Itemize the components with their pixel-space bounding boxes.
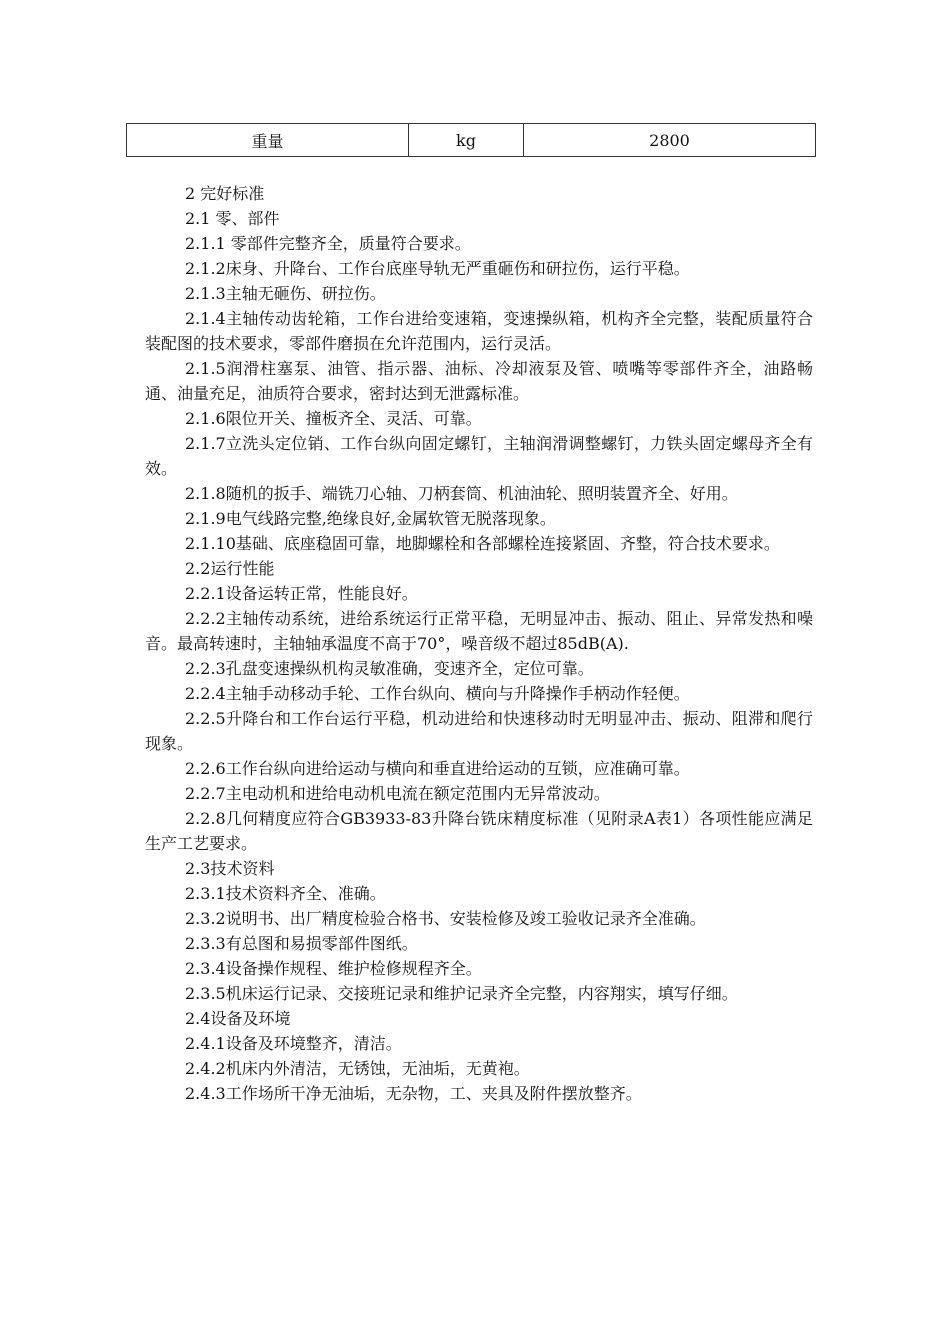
clause-paragraph: 2.2.6工作台纵向进给运动与横向和垂直进给运动的互锁，应准确可靠。 (185, 759, 690, 778)
clause-paragraph: 2.2.2主轴传动系统，进给系统运行正常平稳，无明显冲击、振动、阻止、异常发热和噪音。最高转速时，主轴轴承温度不高于70°，噪音级不超过85dB(A). (145, 609, 813, 653)
clause-paragraph: 2.3.1技术资料齐全、准确。 (185, 884, 386, 903)
clause-paragraph: 2.4.2机床内外清洁，无锈蚀，无油垢，无黄袍。 (185, 1059, 530, 1078)
clause-paragraph: 2.1.2床身、升降台、工作台底座导轨无严重砸伤和研拉伤，运行平稳。 (185, 259, 690, 278)
clause-paragraph: 2.4.3工作场所干净无油垢，无杂物，工、夹具及附件摆放整齐。 (185, 1084, 642, 1103)
clause-paragraph: 2.3.4设备操作规程、维护检修规程齐全。 (185, 959, 482, 978)
clause-paragraph: 2.1.5润滑柱塞泵、油管、指示器、油标、冷却液泵及管、喷嘴等零部件齐全，油路畅通、油量充足，油质符合要求，密封达到无泄露标准。 (145, 359, 813, 403)
table-cell-unit: kg (409, 124, 524, 157)
clause-paragraph: 2.3.5机床运行记录、交接班记录和维护记录齐全完整，内容翔实，填写仔细。 (185, 984, 738, 1003)
clause-paragraph: 2.2.3孔盘变速操纵机构灵敏准确，变速齐全，定位可靠。 (185, 659, 594, 678)
clause-paragraph: 2.2.1设备运转正常，性能良好。 (185, 584, 418, 603)
clause-paragraph: 2.2.5升降台和工作台运行平稳，机动进给和快速移动时无明显冲击、振动、阻滞和爬行现象。 (145, 709, 813, 753)
clause-paragraph: 2.1.10基础、底座稳固可靠，地脚螺栓和各部螺栓连接紧固、齐整，符合技术要求。 (185, 534, 780, 553)
clause-paragraph: 2.1.1 零部件完整齐全，质量符合要求。 (185, 234, 471, 253)
clause-paragraph: 2.3.2说明书、出厂精度检验合格书、安装检修及竣工验收记录齐全准确。 (185, 909, 706, 928)
clause-paragraph: 2.4.1设备及环境整齐，清洁。 (185, 1034, 402, 1053)
clause-paragraph: 2.1.7立洗头定位销、工作台纵向固定螺钉，主轴润滑调整螺钉，力铁头固定螺母齐全有效。 (145, 434, 813, 478)
clause-paragraph: 2.1.6限位开关、撞板齐全、灵活、可靠。 (185, 409, 482, 428)
subsection-heading: 2.2运行性能 (185, 559, 275, 578)
clause-paragraph: 2.1.4主轴传动齿轮箱，工作台进给变速箱，变速操纵箱，机构齐全完整，装配质量符合装配图的技术要求，零部件磨损在允许范围内，运行灵活。 (145, 309, 813, 353)
subsection-heading: 2.3技术资料 (185, 859, 275, 878)
clause-paragraph: 2.2.8几何精度应符合GB3933-83升降台铣床精度标准（见附录A表1）各项性能应满足生产工艺要求。 (145, 809, 813, 853)
table-cell-item: 重量 (127, 124, 409, 157)
spec-table (126, 123, 816, 157)
clause-paragraph: 2.2.7主电动机和进给电动机电流在额定范围内无异常波动。 (185, 784, 610, 803)
document-body (145, 181, 813, 1106)
subsection-heading: 2.4设备及环境 (185, 1009, 291, 1028)
table-row (127, 124, 816, 157)
subsection-heading: 2.1 零、部件 (185, 209, 280, 228)
clause-paragraph: 2.1.8随机的扳手、端铣刀心轴、刀柄套筒、机油油轮、照明装置齐全、好用。 (185, 484, 738, 503)
table-cell-value: 2800 (524, 124, 816, 157)
clause-paragraph: 2.3.3有总图和易损零部件图纸。 (185, 934, 418, 953)
clause-paragraph: 2.1.9电气线路完整,绝缘良好,金属软管无脱落现象。 (185, 509, 556, 528)
section-heading: 2 完好标准 (185, 184, 265, 203)
clause-paragraph: 2.1.3主轴无砸伤、研拉伤。 (185, 284, 386, 303)
clause-paragraph: 2.2.4主轴手动移动手轮、工作台纵向、横向与升降操作手柄动作轻便。 (185, 684, 690, 703)
